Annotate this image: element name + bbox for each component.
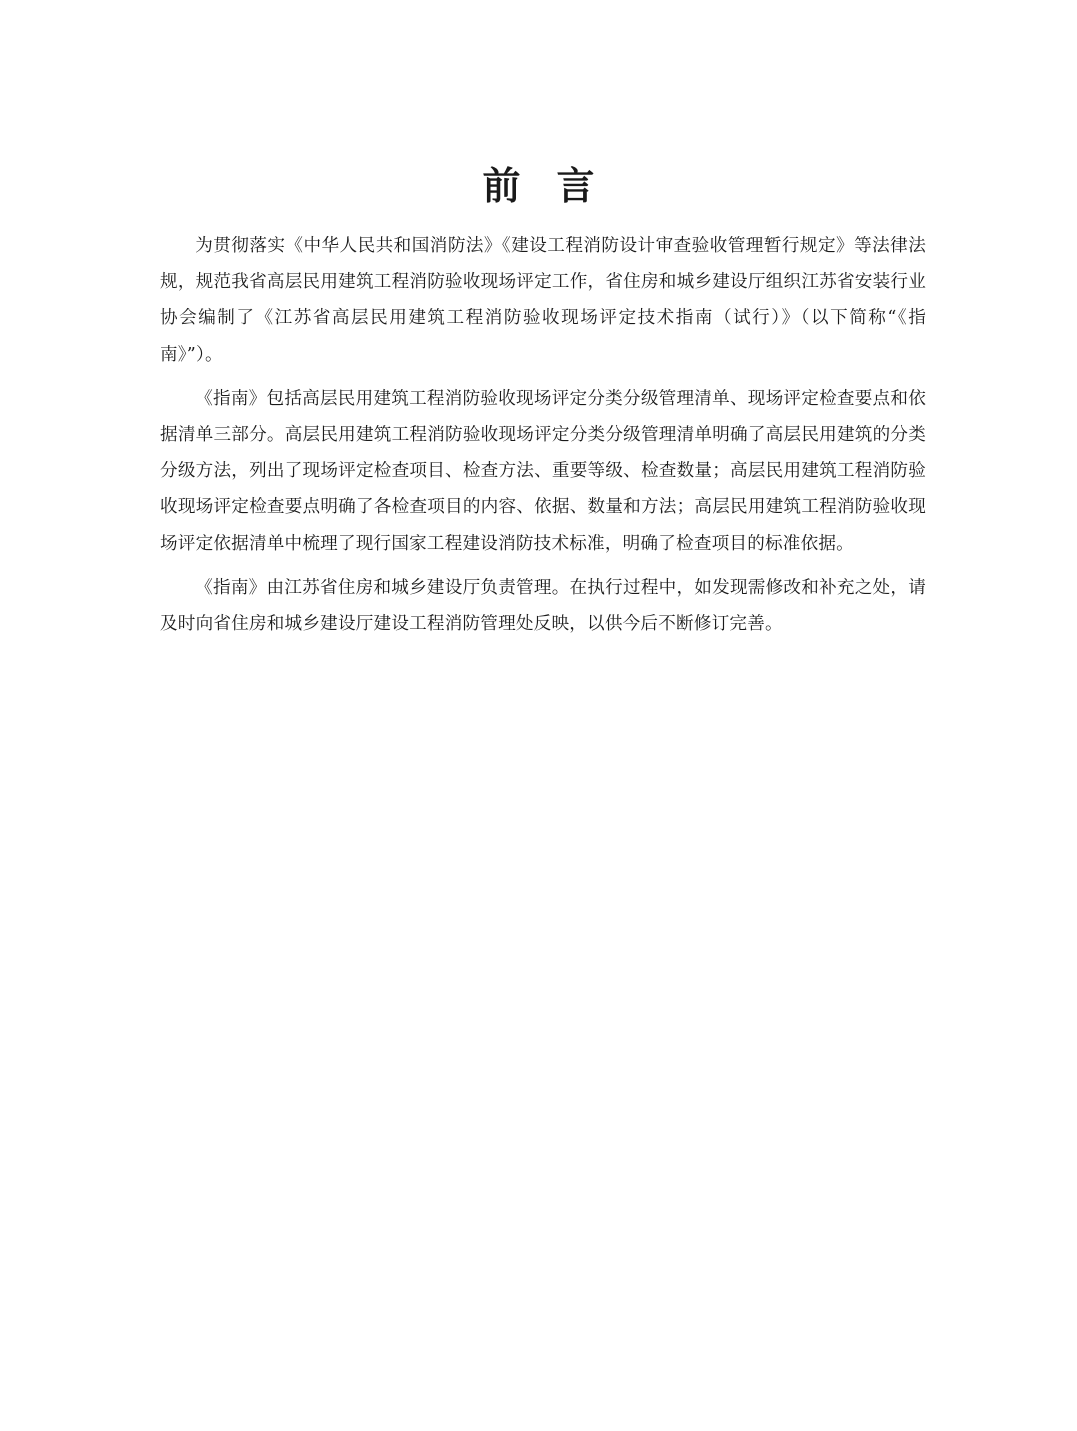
paragraph-contents: 《指南》包括高层民用建筑工程消防验收现场评定分类分级管理清单、现场评定检查要点和依据清单三部分。高层民用建筑工程消防验收现场评定分类分级管理清单明确了高层民用建筑的分类分级方法，列出了现场评定检查项目、检查方法、重要等级、检查数量；高层民用建筑工程消防验收现场评定检查要点明确了各检查项目的内容、依据、数量和方法；高层民用建筑工程消防验收现场评定依据清单中梳理了现行国家工程建设消防技术标准，明确了检查项目的标准依据。: [160, 388, 926, 554]
page-title: 前言: [482, 163, 631, 208]
paragraph-purpose: 为贯彻落实《中华人民共和国消防法》《建设工程消防设计审查验收管理暂行规定》等法律法规，规范我省高层民用建筑工程消防验收现场评定工作，省住房和城乡建设厅组织江苏省安装行业协会编制了《江苏省高层民用建筑工程消防验收现场评定技术指南（试行）》（以下简称“《指南》”）。: [160, 236, 926, 365]
body-text: [160, 228, 926, 650]
paragraph-management: 《指南》由江苏省住房和城乡建设厅负责管理。在执行过程中，如发现需修改和补充之处，请及时向省住房和城乡建设厅建设工程消防管理处反映，以供今后不断修订完善。: [160, 577, 926, 635]
